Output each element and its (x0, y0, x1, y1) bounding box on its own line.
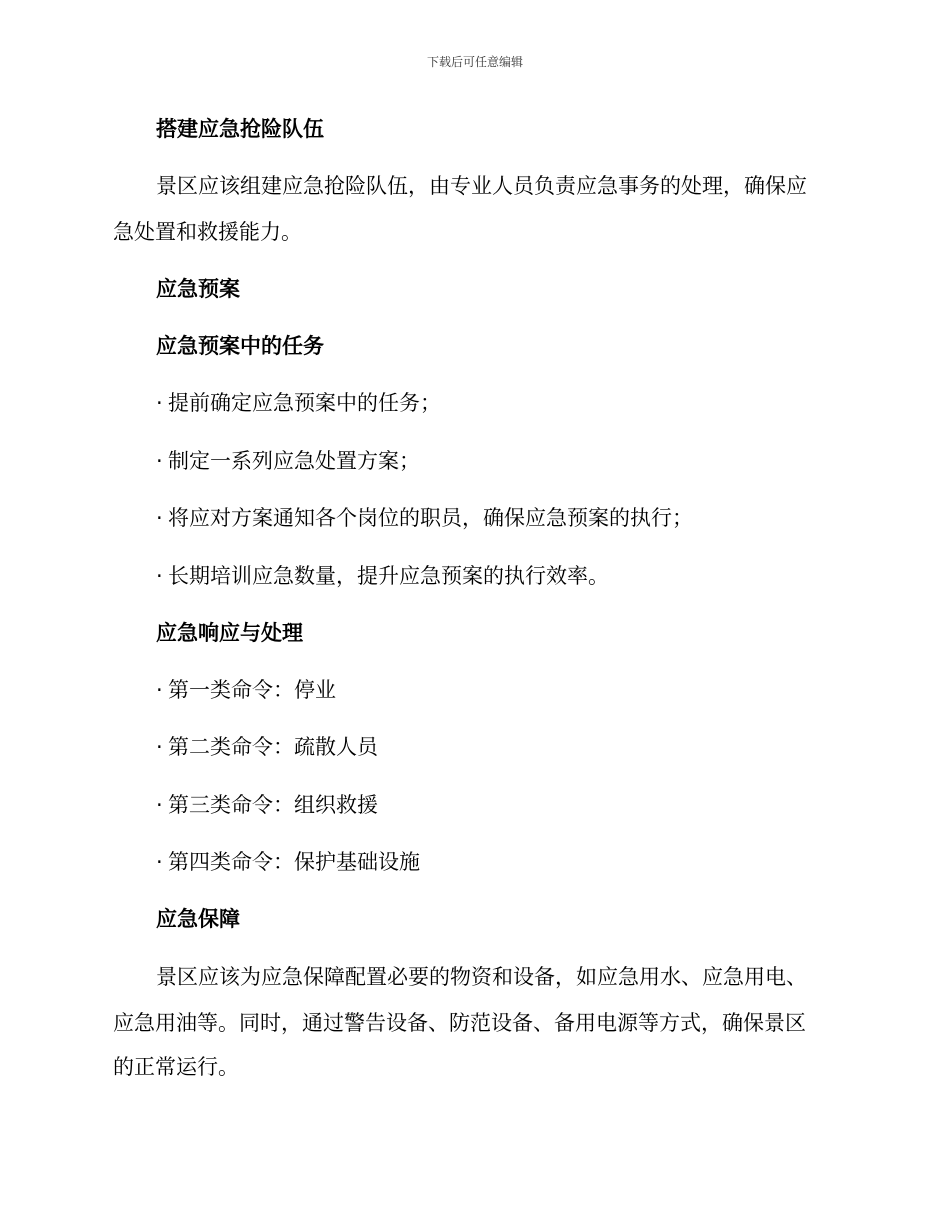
paragraph-guarantee-line-1: 景区应该为应急保障配置必要的物资和设备，如应急用水、应急用电、 (156, 965, 807, 989)
bullet-icon: · (156, 678, 163, 702)
list-item: · 制定一系列应急处置方案； (156, 449, 420, 473)
paragraph-guarantee-line-3: 的正常运行。 (113, 1055, 239, 1079)
paragraph-team-line-2: 急处置和救援能力。 (113, 220, 302, 244)
bullet-icon: · (156, 564, 163, 588)
bullet-icon: · (156, 506, 163, 530)
heading-emergency-plan: 应急预案 (156, 277, 240, 301)
list-item: · 将应对方案通知各个岗位的职员，确保应急预案的执行； (156, 506, 693, 530)
heading-guarantee: 应急保障 (156, 907, 240, 931)
paragraph-guarantee-line-2: 应急用油等。同时，通过警告设备、防范设备、备用电源等方式，确保景区 (113, 1011, 806, 1035)
heading-plan-tasks: 应急预案中的任务 (156, 334, 324, 358)
list-item: · 提前确定应急预案中的任务； (156, 391, 441, 415)
bullet-icon: · (156, 391, 163, 415)
list-item: · 长期培训应急数量，提升应急预案的执行效率。 (156, 564, 609, 588)
list-item: · 第三类命令：组织救援 (156, 793, 378, 817)
list-item: · 第四类命令：保护基础设施 (156, 850, 420, 874)
bullet-icon: · (156, 449, 163, 473)
heading-emergency-team: 搭建应急抢险队伍 (156, 117, 324, 141)
bullet-icon: · (156, 793, 163, 817)
list-item: · 第一类命令：停业 (156, 678, 336, 702)
bullet-icon: · (156, 850, 163, 874)
heading-response: 应急响应与处理 (156, 621, 303, 645)
page-header-note: 下载后可任意编辑 (426, 55, 523, 69)
list-item: · 第二类命令：疏散人员 (156, 735, 378, 759)
bullet-icon: · (156, 735, 163, 759)
paragraph-team-line-1: 景区应该组建应急抢险队伍，由专业人员负责应急事务的处理，确保应 (156, 174, 807, 198)
